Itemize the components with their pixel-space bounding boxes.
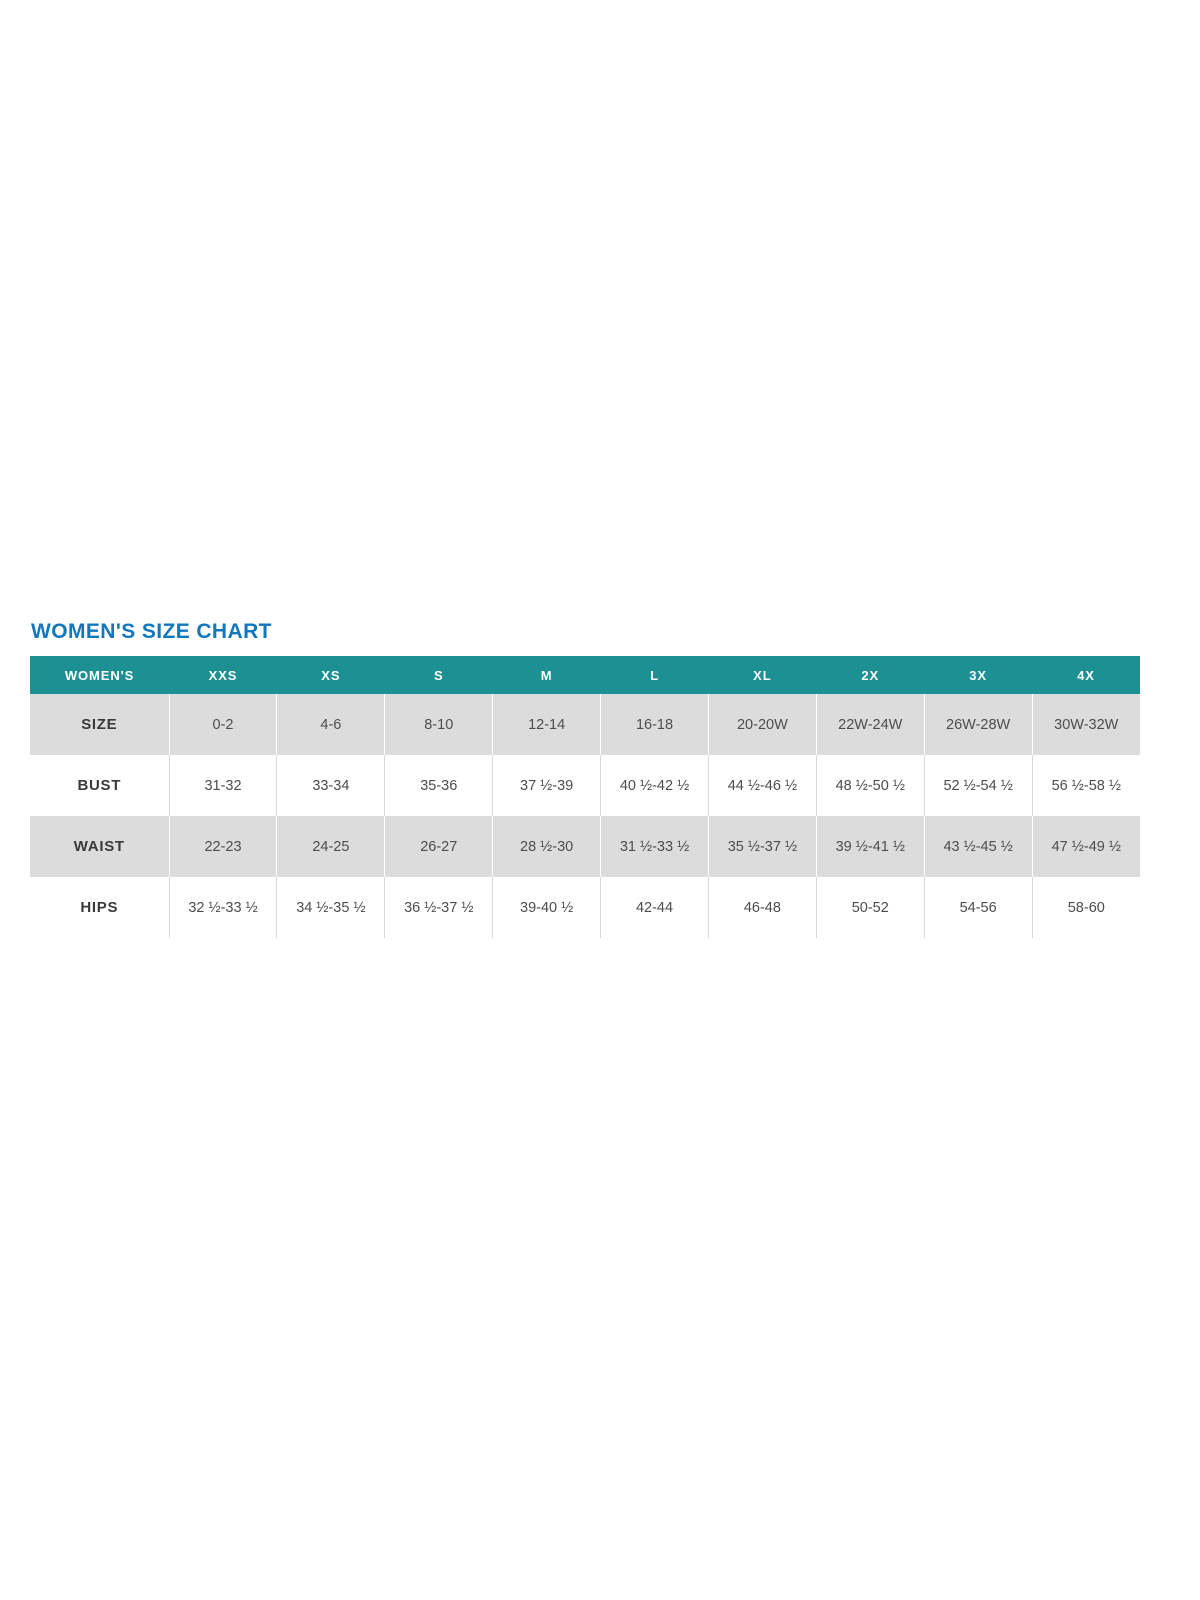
cell-bust-3x: 52 ½-54 ½: [924, 755, 1032, 816]
cell-waist-xxs: 22-23: [169, 816, 277, 877]
page-title: WOMEN'S SIZE CHART: [31, 620, 272, 643]
cell-size-4x: 30W-32W: [1032, 694, 1140, 755]
cell-size-xxs: 0-2: [169, 694, 277, 755]
row-label-size: SIZE: [30, 694, 169, 755]
column-header-l: L: [601, 656, 709, 694]
cell-waist-xs: 24-25: [277, 816, 385, 877]
cell-bust-4x: 56 ½-58 ½: [1032, 755, 1140, 816]
row-label-hips: HIPS: [30, 877, 169, 938]
cell-hips-3x: 54-56: [924, 877, 1032, 938]
size-chart-container: [30, 620, 1140, 938]
cell-size-l: 16-18: [601, 694, 709, 755]
table-body: [30, 694, 1140, 938]
cell-size-2x: 22W-24W: [816, 694, 924, 755]
table-row: [30, 816, 1140, 877]
cell-waist-m: 28 ½-30: [493, 816, 601, 877]
column-header-xs: XS: [277, 656, 385, 694]
table-row: [30, 877, 1140, 938]
cell-waist-2x: 39 ½-41 ½: [816, 816, 924, 877]
cell-waist-xl: 35 ½-37 ½: [708, 816, 816, 877]
table-row: [30, 755, 1140, 816]
cell-hips-m: 39-40 ½: [493, 877, 601, 938]
cell-hips-2x: 50-52: [816, 877, 924, 938]
cell-size-3x: 26W-28W: [924, 694, 1032, 755]
cell-waist-3x: 43 ½-45 ½: [924, 816, 1032, 877]
table-row: [30, 694, 1140, 755]
cell-hips-xs: 34 ½-35 ½: [277, 877, 385, 938]
column-header-m: M: [493, 656, 601, 694]
cell-bust-xl: 44 ½-46 ½: [708, 755, 816, 816]
cell-size-s: 8-10: [385, 694, 493, 755]
cell-hips-s: 36 ½-37 ½: [385, 877, 493, 938]
column-header-2x: 2X: [816, 656, 924, 694]
cell-size-m: 12-14: [493, 694, 601, 755]
cell-hips-4x: 58-60: [1032, 877, 1140, 938]
cell-hips-l: 42-44: [601, 877, 709, 938]
cell-bust-s: 35-36: [385, 755, 493, 816]
cell-size-xl: 20-20W: [708, 694, 816, 755]
row-label-bust: BUST: [30, 755, 169, 816]
cell-waist-s: 26-27: [385, 816, 493, 877]
cell-bust-xs: 33-34: [277, 755, 385, 816]
table-header-row: [30, 656, 1140, 694]
cell-bust-2x: 48 ½-50 ½: [816, 755, 924, 816]
column-header-s: S: [385, 656, 493, 694]
cell-bust-l: 40 ½-42 ½: [601, 755, 709, 816]
row-label-waist: WAIST: [30, 816, 169, 877]
column-header-3x: 3X: [924, 656, 1032, 694]
cell-size-xs: 4-6: [277, 694, 385, 755]
cell-hips-xl: 46-48: [708, 877, 816, 938]
table-header: [30, 656, 1140, 694]
column-header-4x: 4X: [1032, 656, 1140, 694]
column-header-xxs: XXS: [169, 656, 277, 694]
cell-waist-4x: 47 ½-49 ½: [1032, 816, 1140, 877]
cell-waist-l: 31 ½-33 ½: [601, 816, 709, 877]
column-header-women: WOMEN'S: [30, 656, 169, 694]
cell-hips-xxs: 32 ½-33 ½: [169, 877, 277, 938]
women-size-chart-table: [30, 656, 1140, 938]
column-header-xl: XL: [708, 656, 816, 694]
cell-bust-m: 37 ½-39: [493, 755, 601, 816]
cell-bust-xxs: 31-32: [169, 755, 277, 816]
